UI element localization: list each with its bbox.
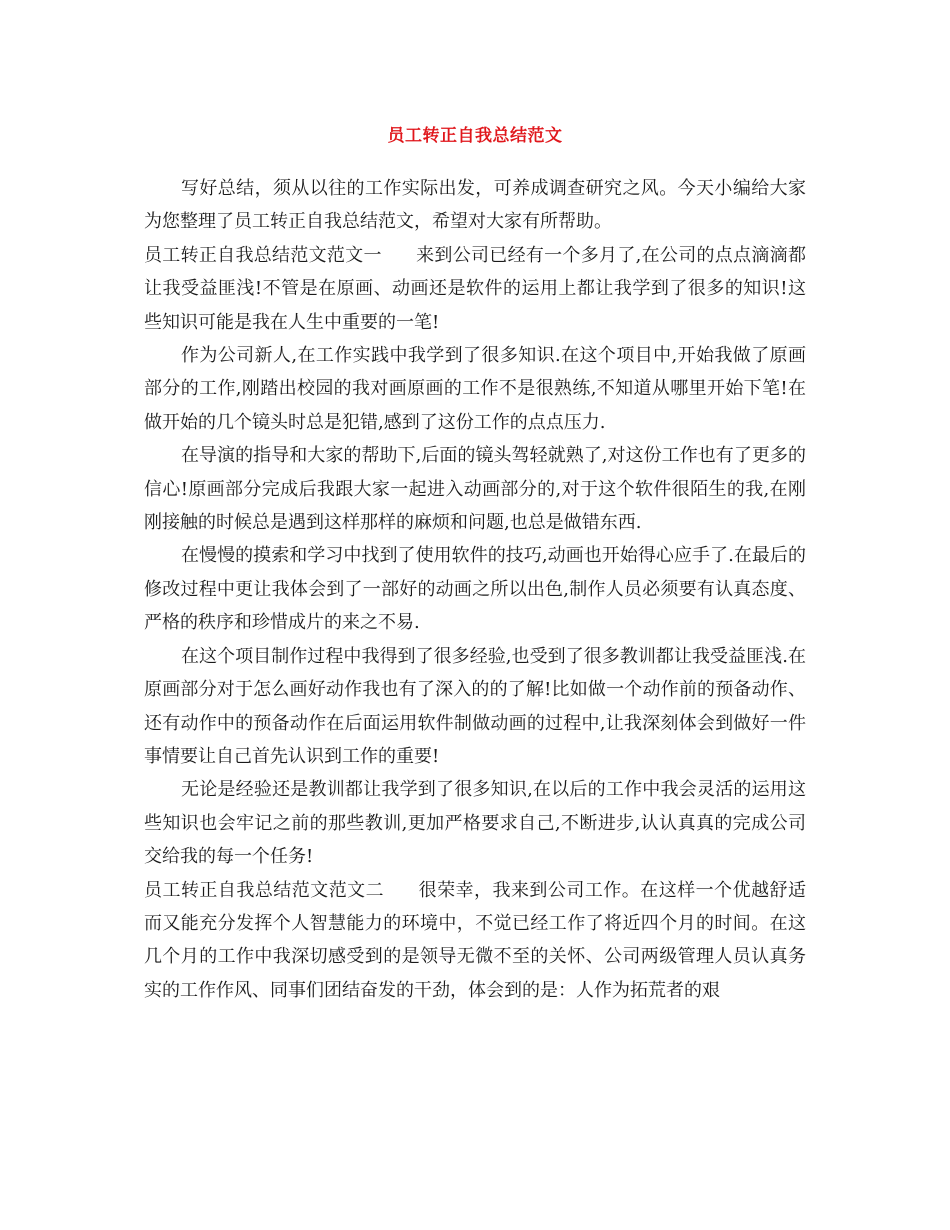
- section-1-opening: [144, 239, 806, 339]
- section-2-first-paragraph: 很荣幸，我来到公司工作。在这样一个优越舒适而又能充分发挥个人智慧能力的环境中，不觉已经工作了将近四个月的时间。在这几个月的工作中我深切感受到的是领导无微不至的关怀、公司两级管理人员认真务实的工作作风、同事们团结奋发的干劲，体会到的是：人作为拓荒者的艰: [144, 879, 807, 1001]
- document-title: 员工转正自我总结范文: [387, 126, 563, 146]
- section-2-opening: [144, 874, 806, 1008]
- body-paragraph: 作为公司新人,在工作实践中我学到了很多知识.在这个项目中,开始我做了原画部分的工作,刚踏出校园的我对画原画的工作不是很熟练,不知道从哪里开始下笔!在做开始的几个镜头时总是犯错,感到了这份工作的点点压力.: [144, 345, 806, 433]
- section-1-first-paragraph: 来到公司已经有一个多月了,在公司的点点滴滴都让我受益匪浅!不管是在原画、动画还是软件的运用上都让我学到了很多的知识!这些知识可能是我在人生中重要的一笔!: [144, 244, 806, 333]
- document-body: [144, 172, 806, 1007]
- body-paragraph: 在这个项目制作过程中我得到了很多经验,也受到了很多教训都让我受益匪浅.在原画部分对于怎么画好动作我也有了深入的的了解!比如做一个动作前的预备动作、还有动作中的预备动作在后面运用软件制做动画的过程中,让我深刻体会到做好一件事情要让自己首先认识到工作的重要!: [144, 645, 806, 767]
- section-1-heading: 员工转正自我总结范文范文一: [144, 244, 382, 266]
- intro-paragraph: 写好总结，须从以往的工作实际出发，可养成调查研究之风。今天小编给大家为您整理了员工转正自我总结范文，希望对大家有所帮助。: [144, 178, 806, 233]
- body-paragraph: 无论是经验还是教训都让我学到了很多知识,在以后的工作中我会灵活的运用这些知识也会牢记之前的那些教训,更加严格要求自己,不断进步,认认真真的完成公司交给我的每一个任务!: [144, 779, 806, 868]
- body-paragraph: 在慢慢的摸索和学习中找到了使用软件的技巧,动画也开始得心应手了.在最后的修改过程中更让我体会到了一部好的动画之所以出色,制作人员必须要有认真态度、严格的秩序和珍惜成片的来之不易.: [144, 545, 806, 634]
- section-2-heading: 员工转正自我总结范文范文二: [144, 879, 385, 901]
- body-paragraph: 在导演的指导和大家的帮助下,后面的镜头驾轻就熟了,对这份工作也有了更多的信心!原画部分完成后我跟大家一起进入动画部分的,对于这个软件很陌生的我,在刚刚接触的时候总是遇到这样那样的麻烦和问题,也总是做错东西.: [144, 445, 806, 534]
